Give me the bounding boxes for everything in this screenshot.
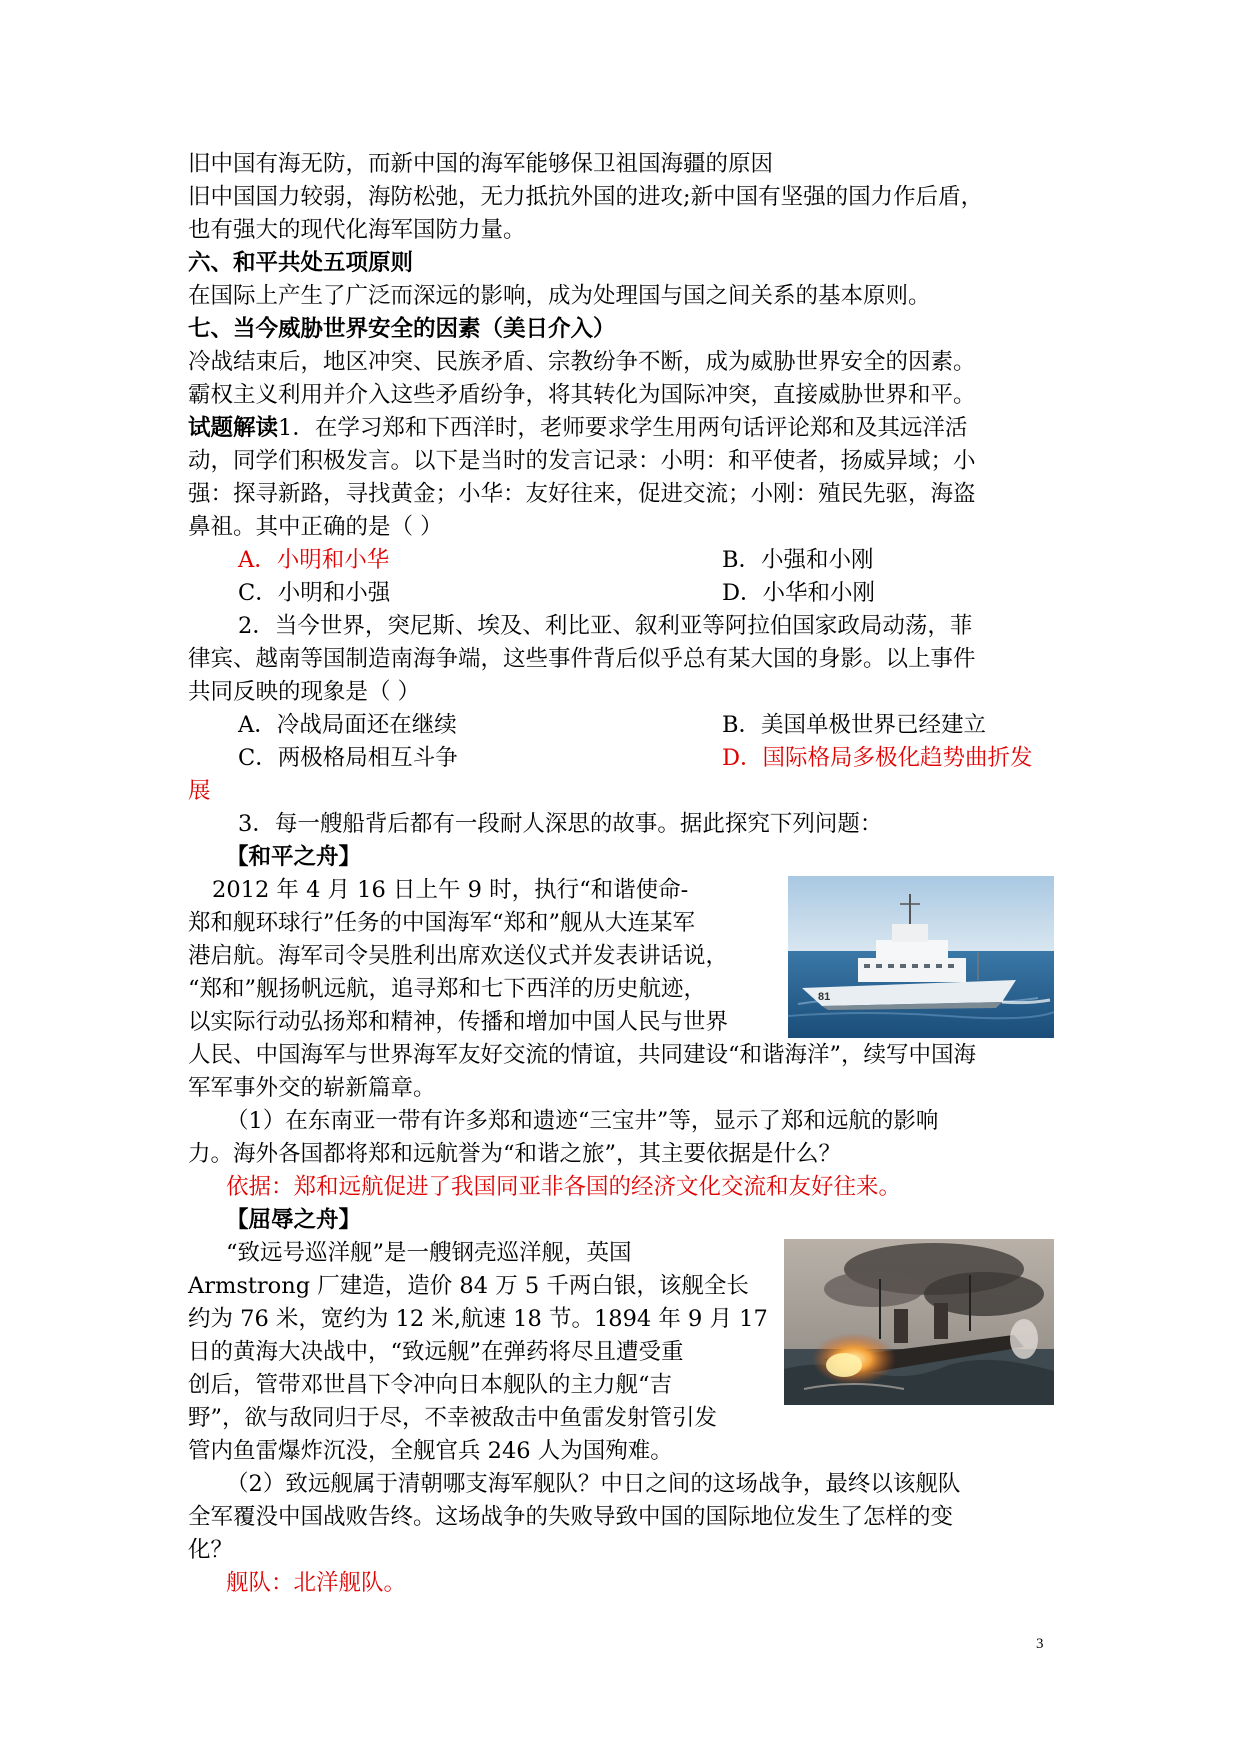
peace-text: 2012 年 4 月 16 日上午 9 时，执行“和谐使命- <box>212 877 689 903</box>
question-1-stem <box>188 412 1078 445</box>
question-text: 鼻祖。其中正确的是（ ） <box>188 514 443 540</box>
question-text: 共同反映的现象是（ ） <box>188 679 421 705</box>
question-text: 动，同学们积极发言。以下是当时的发言记录：小明：和平使者，扬威异域；小 <box>188 448 976 474</box>
page-number: 3 <box>1036 1636 1044 1652</box>
humiliation-ship-section <box>188 1237 1078 1468</box>
peace-text: “郑和”舰扬帆远航，追寻郑和七下西洋的历史航迹， <box>188 976 707 1002</box>
option-b: B．美国单极世界已经建立 <box>722 712 987 738</box>
text-line: 在国际上产生了广泛而深远的影响，成为处理国与国之间关系的基本原则。 <box>188 283 931 309</box>
peace-ship-section <box>188 874 1078 1105</box>
zhenghe-ship-photo <box>788 876 1054 1038</box>
options-row <box>188 544 1078 577</box>
option-d: D．小华和小刚 <box>722 580 876 606</box>
answer-1: 依据：郑和远航促进了我国同亚非各国的经济文化交流和友好往来。 <box>226 1174 902 1200</box>
peace-text: 郑和舰环球行”任务的中国海军“郑和”舰从大连某军 <box>188 910 696 936</box>
option-d-continuation: 展 <box>188 778 211 804</box>
option-a-answer: A．小明和小华 <box>238 547 390 573</box>
hull-number: 81 <box>818 991 831 1003</box>
text-line: 霸权主义利用并介入这些矛盾纷争，将其转化为国际冲突，直接威胁世界和平。 <box>188 382 976 408</box>
options-row <box>188 709 1078 742</box>
option-b: B．小强和小刚 <box>722 547 874 573</box>
option-a: A．冷战局面还在继续 <box>238 712 457 738</box>
humiliation-text: Armstrong 厂建造，造价 84 万 5 千两白银，该舰全长 <box>188 1273 749 1299</box>
peace-text: 港启航。海军司令吴胜利出席欢送仪式并发表讲话说， <box>188 943 729 969</box>
peace-text: 以实际行动弘扬郑和精神，传播和增加中国人民与世界 <box>188 1009 729 1035</box>
peace-text: 人民、中国海军与世界海军友好交流的情谊，共同建设“和谐海洋”，续写中国海 <box>188 1042 977 1068</box>
answer-2: 舰队：北洋舰队。 <box>226 1570 407 1596</box>
sub-question-2: （2）致远舰属于清朝哪支海军舰队？中日之间的这场战争，最终以该舰队 <box>226 1471 961 1497</box>
section-heading-7: 七、当今威胁世界安全的因素（美日介入） <box>188 316 616 342</box>
question-text: 1．在学习郑和下西洋时，老师要求学生用两句话评论郑和及其远洋活 <box>278 415 968 441</box>
section-heading-6: 六、和平共处五项原则 <box>188 250 414 276</box>
humiliation-text: 创后，管带邓世昌下令冲向日本舰队的主力舰“吉 <box>188 1372 673 1398</box>
question-3-intro: 3．每一艘船背后都有一段耐人深思的故事。据此探究下列问题： <box>238 811 883 837</box>
option-c: C．小明和小强 <box>238 580 391 606</box>
document-body <box>188 148 1078 1600</box>
question-2-stem: 2．当今世界，突尼斯、埃及、利比亚、叙利亚等阿拉伯国家政局动荡，菲 <box>238 613 973 639</box>
humiliation-text: 管内鱼雷爆炸沉没，全舰官兵 246 人为国殉难。 <box>188 1438 673 1464</box>
sub-question-1: （1）在东南亚一带有许多郑和遗迹“三宝井”等，显示了郑和远航的影响 <box>226 1108 939 1134</box>
peace-text: 军军事外交的崭新篇章。 <box>188 1075 436 1101</box>
text-line: 冷战结束后，地区冲突、民族矛盾、宗教纷争不断，成为威胁世界安全的因素。 <box>188 349 976 375</box>
question-text: 律宾、越南等国制造南海争端，这些事件背后似乎总有某大国的身影。以上事件 <box>188 646 976 672</box>
options-row <box>188 742 1078 775</box>
options-row <box>188 577 1078 610</box>
humiliation-text: 野”，欲与敌同归于尽，不幸被敌击中鱼雷发射管引发 <box>188 1405 718 1431</box>
sub-question-2-cont: 化？ <box>188 1537 234 1563</box>
option-d-answer: D．国际格局多极化趋势曲折发 <box>722 745 1033 771</box>
humiliation-ship-heading: 【屈辱之舟】 <box>226 1207 362 1233</box>
text-line: 旧中国国力较弱，海防松弛，无力抵抗外国的进攻;新中国有坚强的国力作后盾， <box>188 184 984 210</box>
question-text: 强：探寻新路，寻找黄金；小华：友好往来，促进交流；小刚：殖民先驱，海盗 <box>188 481 976 507</box>
sub-question-2-cont: 全军覆没中国战败告终。这场战争的失败导致中国的国际地位发生了怎样的变 <box>188 1504 954 1530</box>
humiliation-text: “致远号巡洋舰”是一艘钢壳巡洋舰，英国 <box>226 1240 632 1266</box>
question-label: 试题解读 <box>188 415 279 441</box>
zhiyuan-battle-painting <box>784 1239 1054 1405</box>
sub-question-1-cont: 力。海外各国都将郑和远航誉为“和谐之旅”，其主要依据是什么？ <box>188 1141 842 1167</box>
peace-ship-heading: 【和平之舟】 <box>226 844 362 870</box>
option-c: C．两极格局相互斗争 <box>238 745 458 771</box>
humiliation-text: 日的黄海大决战中，“致远舰”在弹药将尽且遭受重 <box>188 1339 684 1365</box>
text-line: 也有强大的现代化海军国防力量。 <box>188 217 526 243</box>
humiliation-text: 约为 76 米，宽约为 12 米,航速 18 节。1894 年 9 月 17 <box>188 1306 768 1332</box>
text-line: 旧中国有海无防，而新中国的海军能够保卫祖国海疆的原因 <box>188 151 774 177</box>
